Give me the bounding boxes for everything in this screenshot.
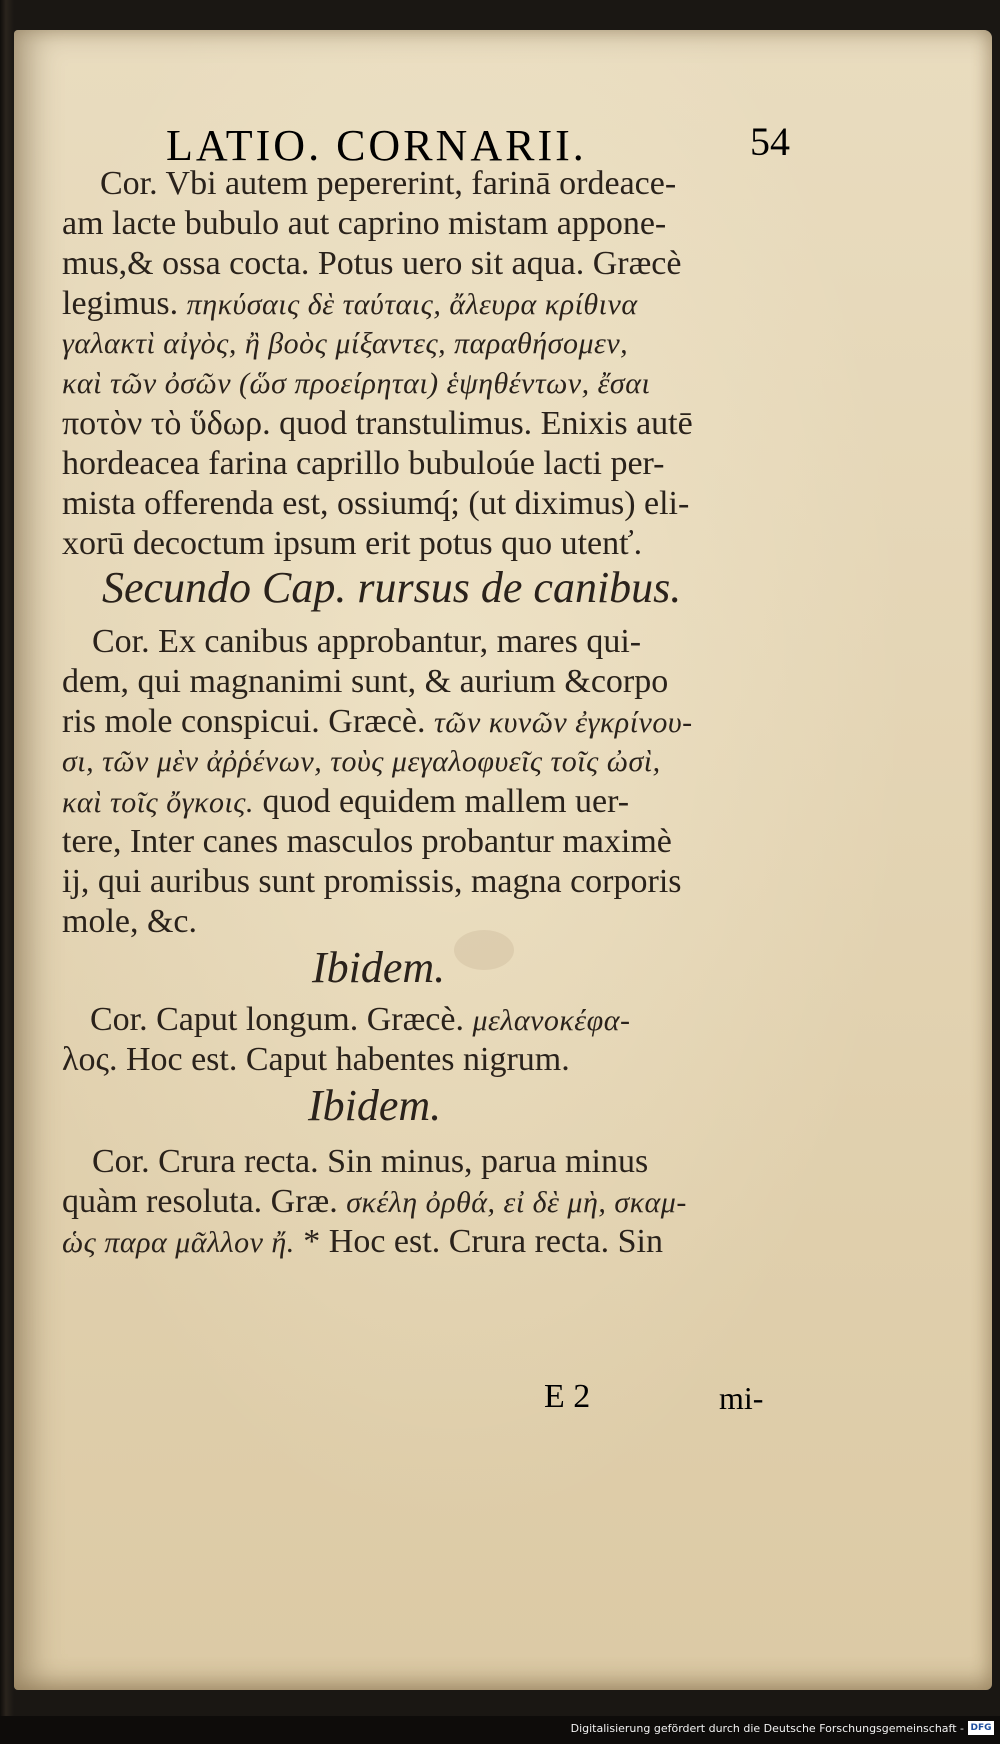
greek-fragment: πηκύσαις δὲ ταύταις, ἄλευρα κρίθινα <box>186 288 638 321</box>
greek-fragment: ὡς παρα μᾶλλον ἤ. <box>62 1226 295 1259</box>
greek-line: γαλακτὶ αἰγὸς, ἢ βοὸς μίξαντες, παραθήσομεν, <box>62 327 629 360</box>
greek-fragment: μελανοκέφα- <box>472 1004 631 1037</box>
text-line: ij, qui auribus sunt promissis, magna corporis <box>62 863 682 900</box>
latin-fragment: quàm resoluta. Græ. <box>62 1183 338 1220</box>
text-line <box>62 284 638 325</box>
dfg-footer-bar <box>0 1716 1000 1744</box>
text-line: am lacte bubulo aut caprino mistam appone- <box>62 205 667 242</box>
text-line: xorū decoctum ipsum erit potus quo utenť. <box>62 525 643 562</box>
asterisk-mark: * <box>303 1223 321 1260</box>
text-line <box>62 1182 687 1223</box>
section-heading: Ibidem. <box>308 1081 442 1130</box>
running-head-title: LATIO. CORNARII. <box>166 121 587 170</box>
latin-fragment: legimus. <box>62 285 179 322</box>
latin-fragment: quod equidem mallem uer- <box>262 783 630 820</box>
text-line: mole, &c. <box>62 903 198 940</box>
dfg-logo-icon: DFG <box>968 1721 994 1735</box>
section-heading: Ibidem. <box>312 943 446 992</box>
page-number: 54 <box>750 119 790 164</box>
greek-fragment: καὶ τοῖς ὄγκοις. <box>62 786 254 819</box>
text-line: hordeacea farina caprillo bubuloúe lacti per- <box>62 445 665 482</box>
latin-fragment: ris mole conspicui. Græcè. <box>62 703 426 740</box>
book-page <box>14 30 992 1690</box>
text-line: Cor. Crura recta. Sin minus, parua minus <box>92 1143 649 1180</box>
text-line: mus,& ossa cocta. Potus uero sit aqua. Græcè <box>62 245 682 282</box>
text-line <box>62 782 629 823</box>
text-line: dem, qui magnanimi sunt, & aurium &corpo <box>62 663 669 700</box>
greek-fragment: σκέλη ὀρθά, εἰ δὲ μὴ, σκαμ- <box>346 1186 687 1219</box>
text-line: Cor. Ex canibus approbantur, mares qui- <box>92 623 642 660</box>
text-line <box>62 702 693 743</box>
text-line: mista offerenda est, ossiumq́; (ut diximus) eli- <box>62 485 690 522</box>
greek-fragment: τῶν κυνῶν ἐγκρίνου- <box>434 706 693 739</box>
dfg-caption: Digitalisierung gefördert durch die Deutsche Forschungsgemeinschaft - <box>570 1722 964 1735</box>
greek-line: καὶ τῶν ὀσῶν (ὥσ προείρηται) ἑψηθέντων, ἔσαι <box>62 367 651 400</box>
text-line: λος. Hoc est. Caput habentes nigrum. <box>62 1041 570 1078</box>
latin-fragment: Hoc est. Crura recta. Sin <box>328 1223 664 1260</box>
paper-stain <box>454 930 514 970</box>
text-line: Cor. Vbi autem pepererint, farinā ordeace- <box>100 165 677 202</box>
latin-fragment: Cor. Caput longum. Græcè. <box>90 1001 464 1038</box>
catchword: mi- <box>719 1380 764 1416</box>
text-line: tere, Inter canes masculos probantur maximè <box>62 823 672 860</box>
text-line: ποτὸν τὸ ὕδωρ. quod transtulimus. Enixis autē <box>62 405 693 442</box>
signature-mark: E 2 <box>544 1378 591 1415</box>
greek-line: σι, τῶν μὲν ἀῤῥένων, τοὺς μεγαλοφυεῖς τοῖς ὠσὶ, <box>62 745 661 778</box>
section-heading: Secundo Cap. rursus de canibus. <box>102 563 682 612</box>
text-line <box>90 1000 630 1041</box>
text-line <box>62 1222 663 1263</box>
